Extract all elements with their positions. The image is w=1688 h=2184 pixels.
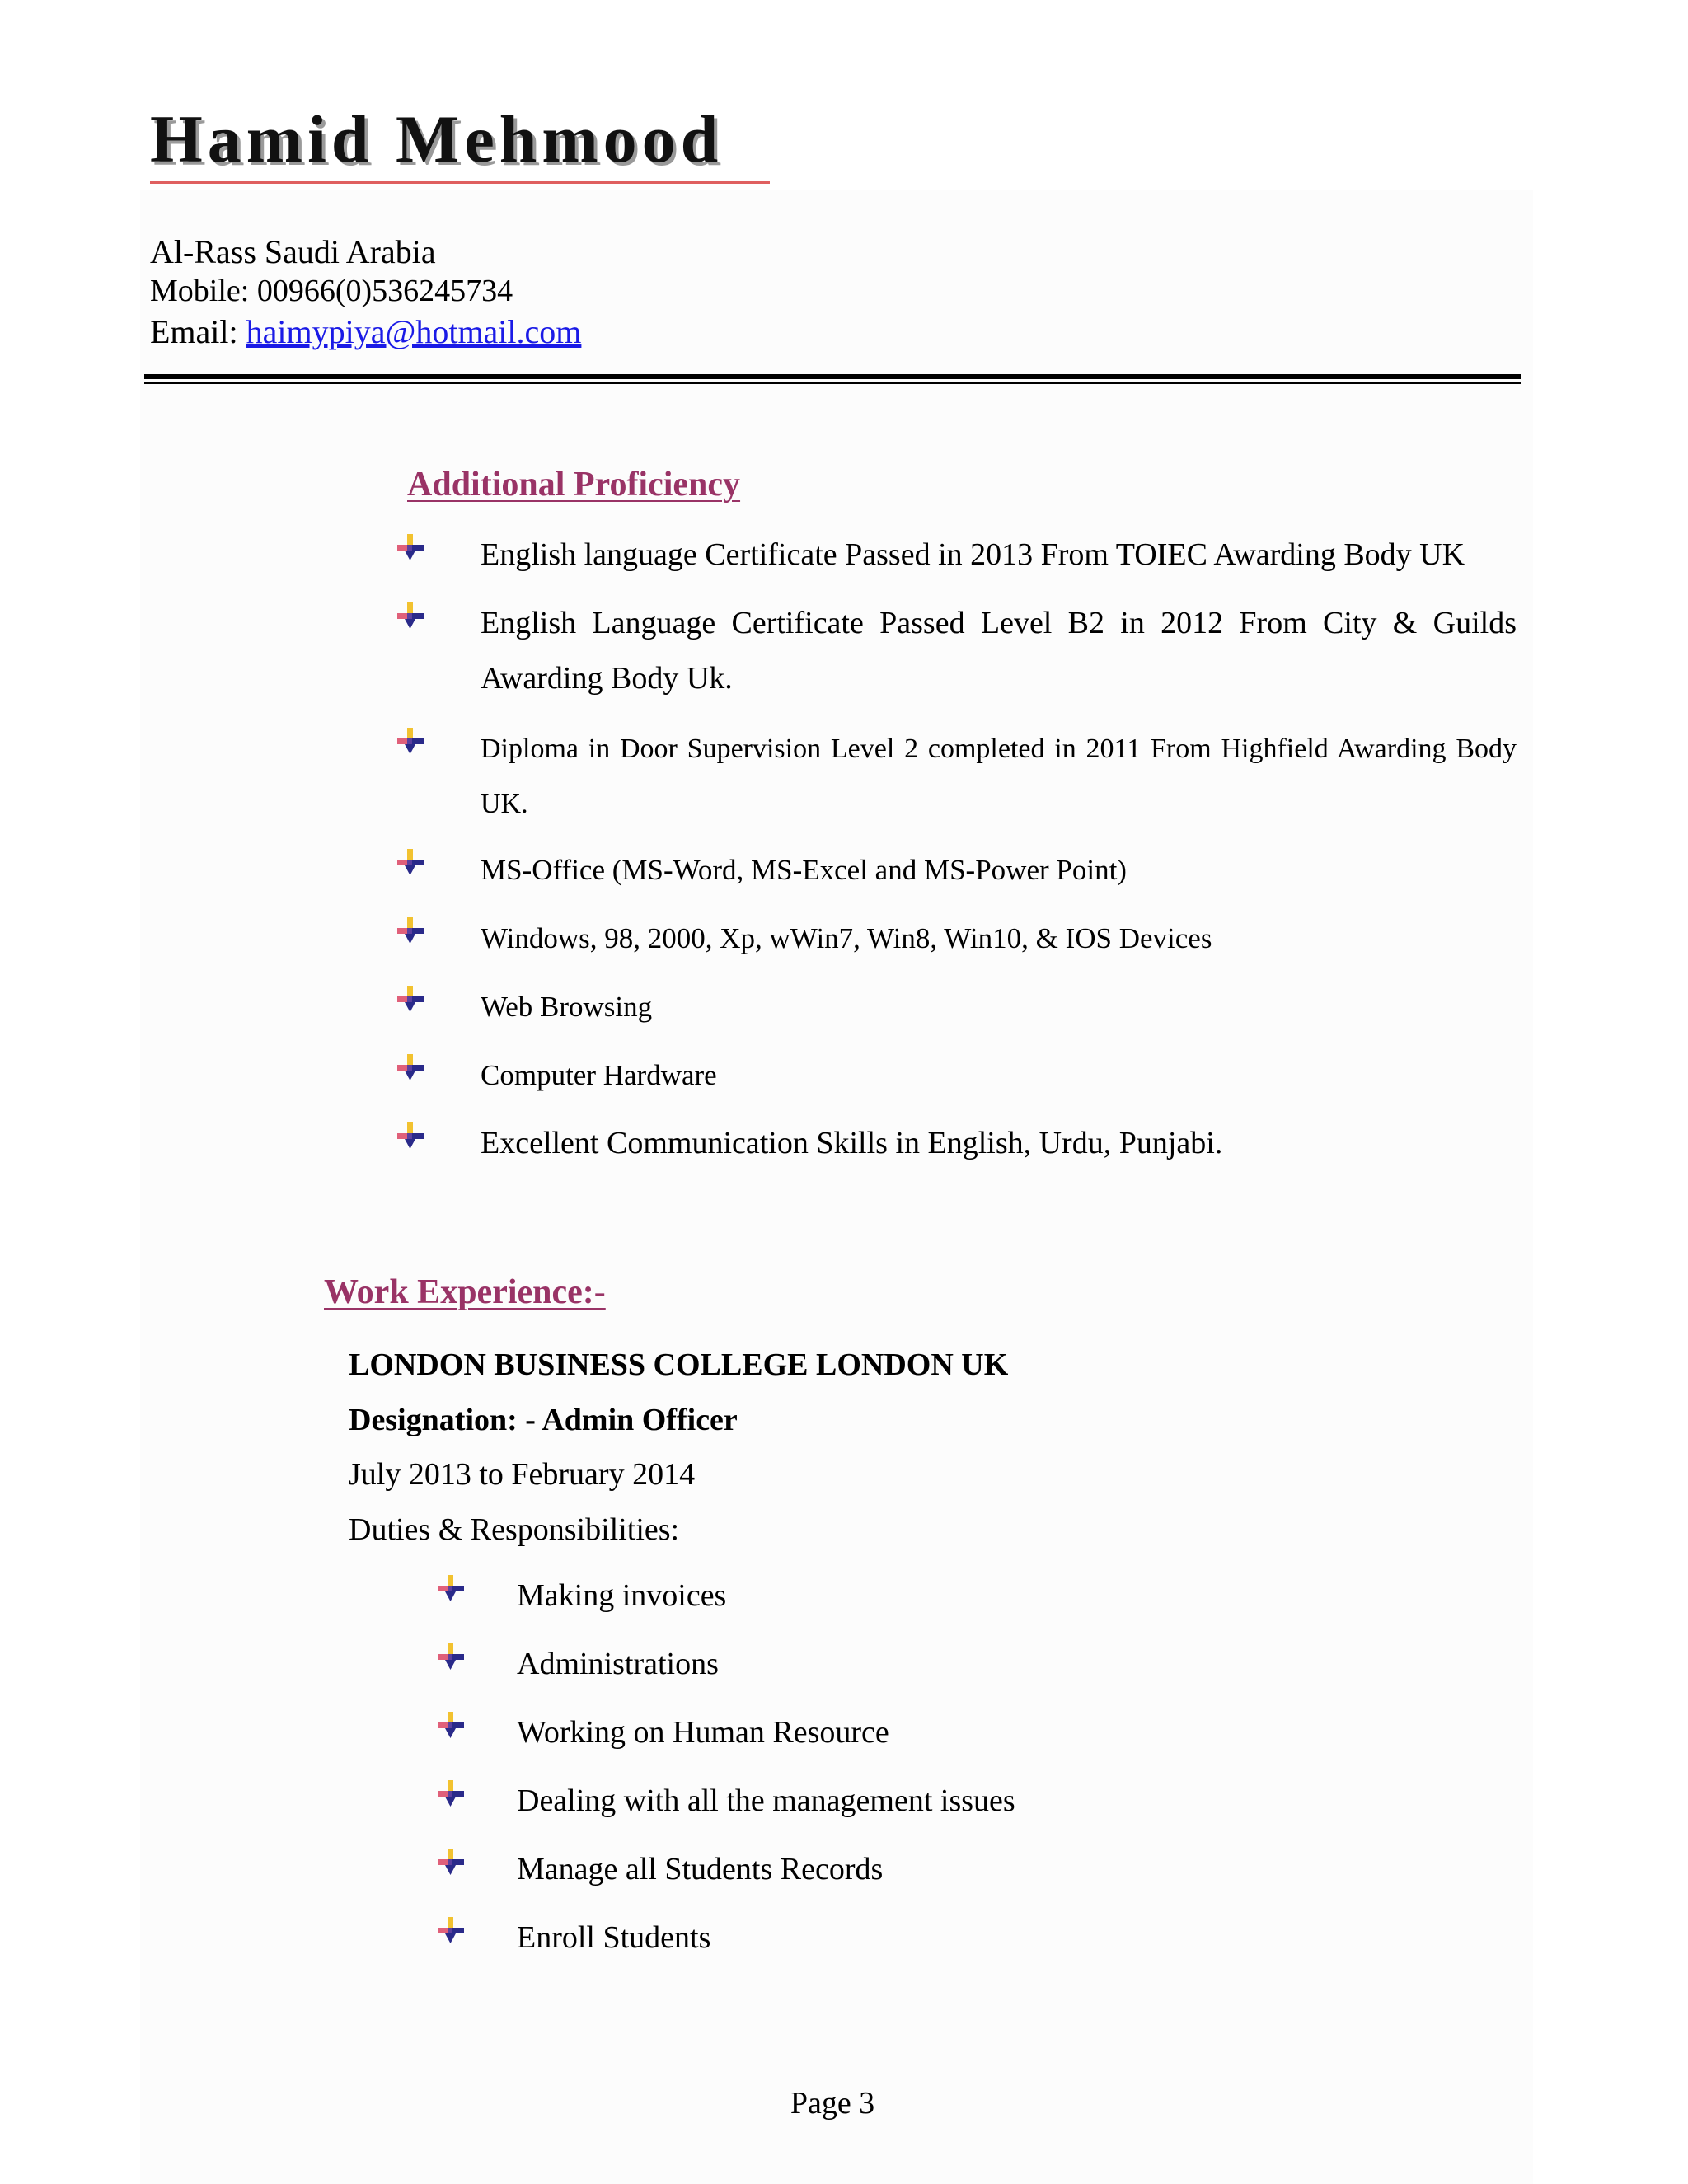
plus-arrow-bullet-icon [394, 847, 427, 877]
list-item-text: Enroll Students [517, 1920, 711, 1955]
list-item [394, 979, 1517, 1034]
header-divider-thin [144, 382, 1521, 384]
plus-arrow-bullet-icon [394, 601, 427, 630]
list-item [434, 1910, 1423, 1966]
header-divider [144, 374, 1521, 379]
page-number: Page 3 [790, 2086, 875, 2121]
list-item-text: MS-Office (MS-Word, MS-Excel and MS-Power Point) [481, 854, 1127, 886]
name-underline [150, 181, 770, 184]
work-experience-heading: Work Experience:- [324, 1273, 606, 1311]
list-item-text: Web Browsing [481, 991, 653, 1023]
list-item-text: Making invoices [517, 1578, 727, 1613]
list-item [394, 527, 1517, 583]
list-item-text: Diploma in Door Supervision Level 2 completed in 2011 From Highfield Awarding Body UK. [481, 733, 1517, 819]
list-item-text: Administrations [517, 1647, 719, 1681]
list-item [394, 842, 1517, 898]
list-item [394, 1047, 1517, 1103]
plus-arrow-bullet-icon [434, 1779, 467, 1808]
job-designation: Designation: - Admin Officer [349, 1403, 738, 1437]
plus-arrow-bullet-icon [394, 532, 427, 562]
job-period: July 2013 to February 2014 [349, 1457, 696, 1492]
contact-location: Al-Rass Saudi Arabia [150, 233, 436, 270]
company-name: LONDON BUSINESS COLLEGE LONDON UK [349, 1347, 1009, 1382]
plus-arrow-bullet-icon [394, 916, 427, 945]
contact-email [150, 313, 582, 350]
list-item [434, 1842, 1423, 1897]
list-item [434, 1568, 1423, 1624]
plus-arrow-bullet-icon [434, 1847, 467, 1877]
plus-arrow-bullet-icon [434, 1642, 467, 1671]
plus-arrow-bullet-icon [394, 1052, 427, 1082]
list-item [394, 721, 1517, 832]
proficiency-heading: Additional Proficiency [407, 466, 741, 504]
list-item [394, 596, 1517, 706]
list-item [394, 1116, 1517, 1171]
email-link[interactable]: haimypiya@hotmail.com [246, 313, 582, 350]
candidate-name: Hamid Mehmood [150, 101, 724, 176]
list-item [434, 1637, 1423, 1692]
list-item [434, 1705, 1423, 1760]
list-item-text: Computer Hardware [481, 1059, 717, 1091]
list-item-text: Dealing with all the management issues [517, 1783, 1015, 1818]
list-item-text: Manage all Students Records [517, 1852, 884, 1886]
plus-arrow-bullet-icon [434, 1573, 467, 1603]
list-item-text: Windows, 98, 2000, Xp, wWin7, Win8, Win10, & IOS Devices [481, 922, 1212, 954]
email-label: Email: [150, 313, 246, 350]
plus-arrow-bullet-icon [394, 984, 427, 1014]
list-item [434, 1774, 1423, 1829]
contact-mobile: Mobile: 00966(0)536245734 [150, 274, 513, 308]
plus-arrow-bullet-icon [434, 1915, 467, 1945]
list-item-text: Working on Human Resource [517, 1715, 889, 1750]
plus-arrow-bullet-icon [394, 1121, 427, 1151]
plus-arrow-bullet-icon [394, 726, 427, 756]
plus-arrow-bullet-icon [434, 1710, 467, 1740]
list-item-text: English Language Certificate Passed Level B2 in 2012 From City & Guilds Awarding Body Uk. [481, 606, 1517, 696]
list-item-text: Excellent Communication Skills in English, Urdu, Punjabi. [481, 1126, 1223, 1160]
duties-label: Duties & Responsibilities: [349, 1512, 680, 1547]
list-item-text: English language Certificate Passed in 2013 From TOIEC Awarding Body UK [481, 537, 1465, 572]
list-item [394, 911, 1517, 966]
